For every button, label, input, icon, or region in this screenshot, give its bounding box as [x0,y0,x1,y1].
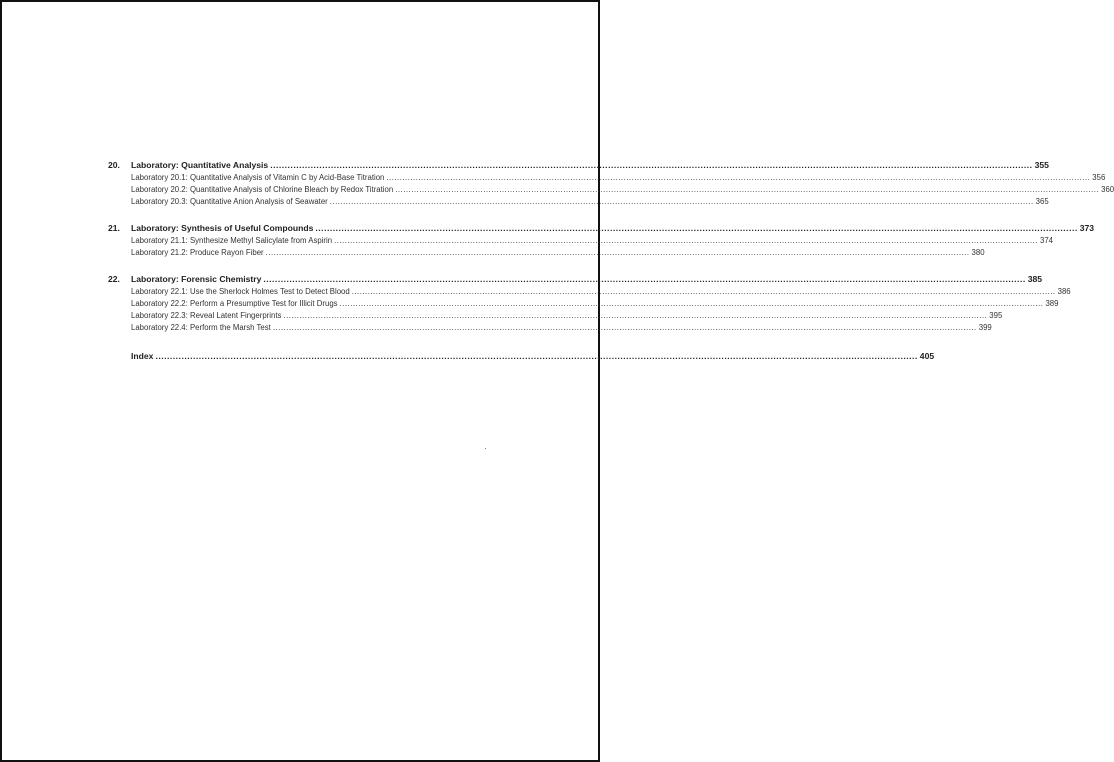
chapter-22 [108,273,1071,334]
dot-leader [330,196,1034,208]
dot-leader [386,172,1090,184]
page-number: 365 [1035,197,1049,206]
dot-leader [340,298,1044,310]
index-entry[interactable] [108,350,935,363]
table-of-contents [108,159,1114,363]
lab-entry[interactable] [108,322,992,334]
scan-speck [485,448,486,449]
dot-leader [315,222,1077,235]
chapter-heading[interactable] [108,159,1049,172]
page-number: 389 [1045,299,1059,308]
lab-entry[interactable] [108,247,985,259]
dot-leader [334,235,1038,247]
dot-leader [270,159,1032,172]
dot-leader [273,322,977,334]
chapter-number: 20. [108,160,120,170]
dot-leader [155,350,917,363]
page-number: 355 [1034,160,1049,170]
page-number: 356 [1092,173,1106,182]
chapter-heading[interactable] [108,222,1095,235]
lab-title: Laboratory 22.4: Perform the Marsh Test [131,323,271,332]
lab-title: Laboratory 22.3: Reveal Latent Fingerprints [131,311,282,320]
lab-entry[interactable] [108,196,1049,208]
lab-title: Laboratory 20.3: Quantitative Anion Analysis of Seawater [131,197,328,206]
chapter-number: 22. [108,274,120,284]
page-number: 360 [1101,185,1114,194]
lab-entry[interactable] [108,310,1003,322]
lab-title: Laboratory 20.2: Quantitative Analysis of Chlorine Bleach by Redox Titration [131,185,394,194]
lab-title: Laboratory 21.1: Synthesize Methyl Salicylate from Aspirin [131,236,333,245]
lab-entry[interactable] [108,286,1071,298]
page-number: 386 [1057,287,1071,296]
index-title: Index [131,351,154,361]
page-number: 385 [1027,274,1043,284]
lab-entry[interactable] [108,235,1053,247]
chapter-heading[interactable] [108,273,1043,286]
page-number: 395 [989,311,1003,320]
chapter-21 [108,222,1095,259]
dot-leader [395,184,1099,196]
dot-leader [263,273,1025,286]
page-number: 374 [1039,236,1053,245]
page-number: 380 [971,248,985,257]
page-number: 405 [919,351,935,361]
page-number: 399 [978,323,992,332]
lab-title: Laboratory 20.1: Quantitative Analysis of Vitamin C by Acid-Base Titration [131,173,385,182]
dot-leader [352,286,1056,298]
page-number: 373 [1079,223,1095,233]
chapter-20 [108,159,1114,208]
dot-leader [283,310,987,322]
chapter-title: Laboratory: Forensic Chemistry [131,274,262,284]
chapter-title: Laboratory: Synthesis of Useful Compounds [131,223,314,233]
chapter-title: Laboratory: Quantitative Analysis [131,160,269,170]
lab-title: Laboratory 22.2: Perform a Presumptive Test for Illicit Drugs [131,299,338,308]
lab-entry[interactable] [108,298,1059,310]
lab-entry[interactable] [108,184,1114,196]
dot-leader [266,247,970,259]
chapter-number: 21. [108,223,120,233]
lab-title: Laboratory 22.1: Use the Sherlock Holmes Test to Detect Blood [131,287,350,296]
lab-entry[interactable] [108,172,1106,184]
lab-title: Laboratory 21.2: Produce Rayon Fiber [131,248,264,257]
